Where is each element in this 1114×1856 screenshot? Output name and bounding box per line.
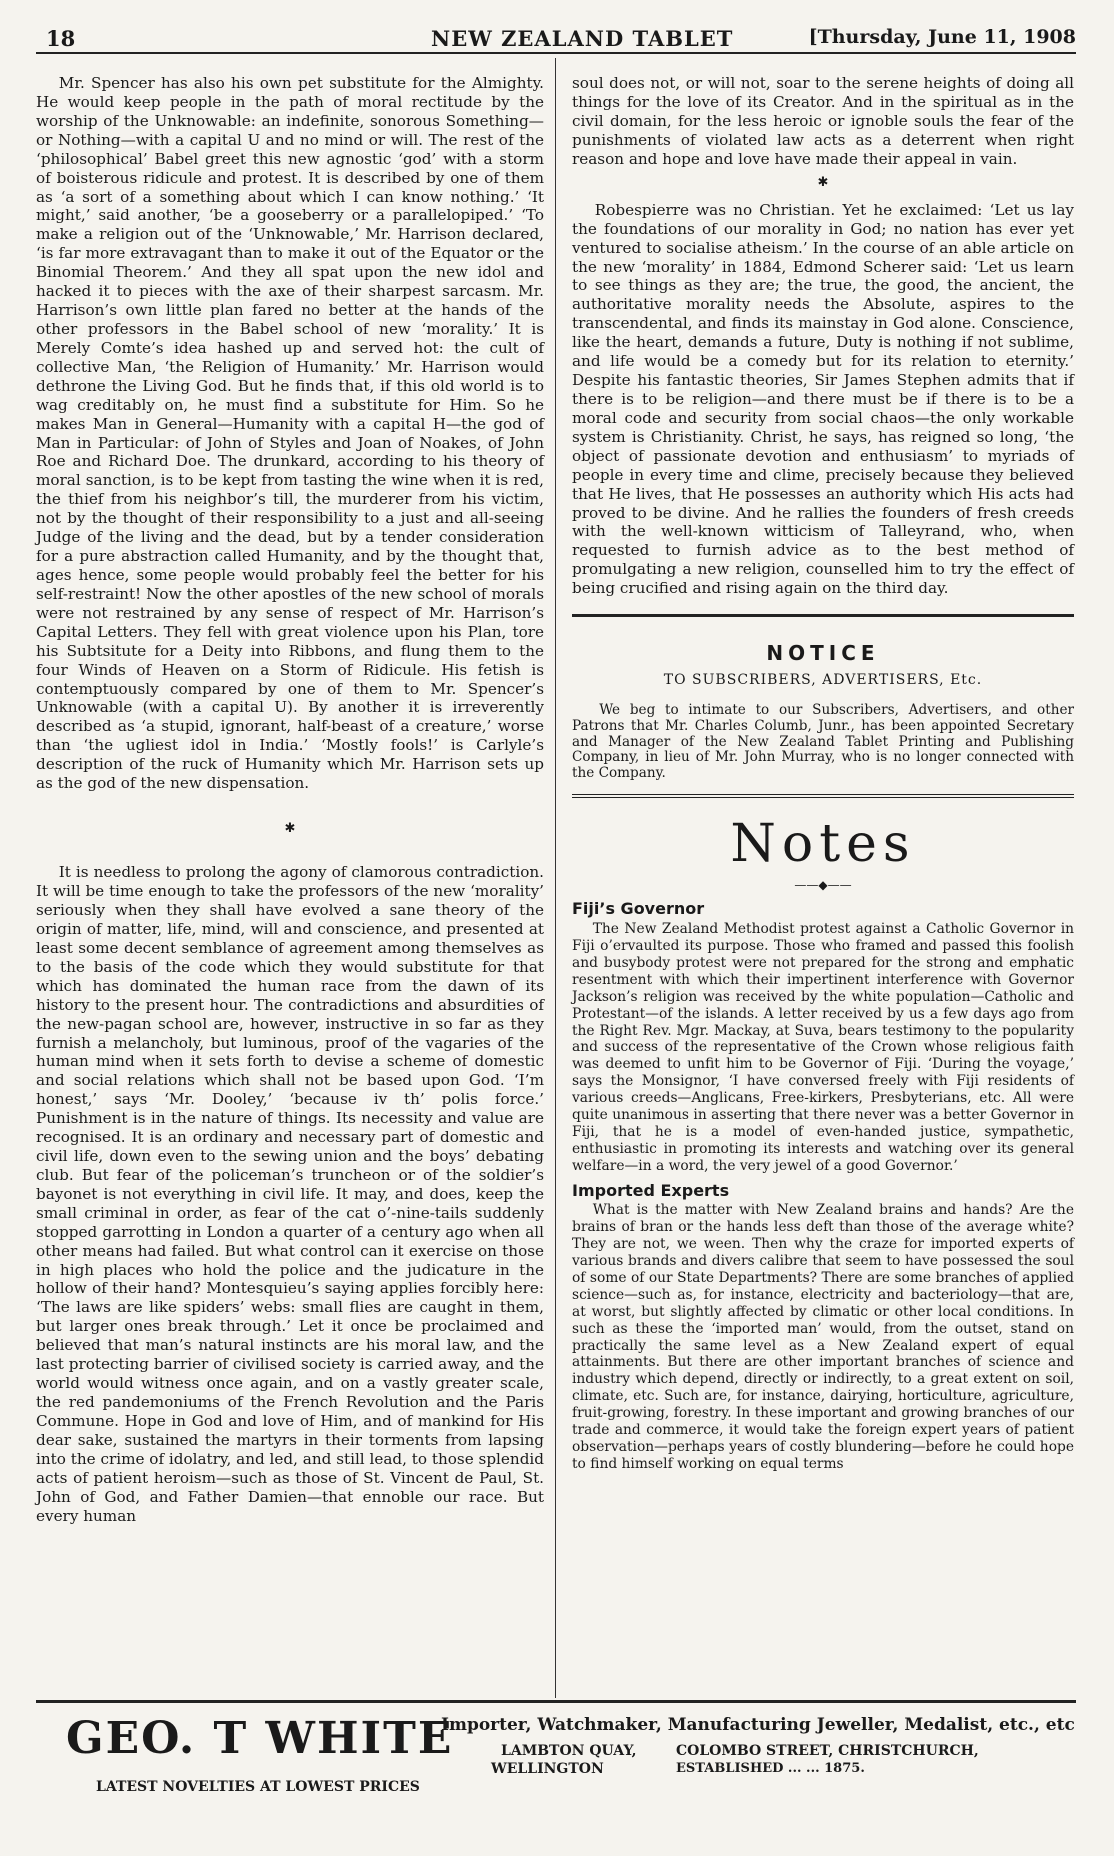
address-wellington-city: WELLINGTON [491,1761,604,1777]
page-header [36,24,1076,54]
notice-rule-top [572,614,1074,617]
page-number: 18 [46,26,76,51]
issue-date: [Thursday, June 11, 1908 [808,26,1076,48]
ornament-icon: ——◆—— [794,878,852,893]
article-paragraph: Mr. Spencer has also his own pet substitute for the Almighty. He would keep people in the path of moral rectitude by the worship of the Unknowable: an indefinite, sonorous Something—or Nothing—with a capital U and no mind or will. The rest of the ‘philosophical’ Babel greet this new agnostic ‘god’ with a storm of boisterous ridicule and protest. It is described by one of them as ‘a sort of a something about which I can know nothing.’ ‘It might,’ said another, ‘be a gooseberry or a parallelopiped.’ ‘To make a religion out of the ‘Unknowable,’ Mr. Harrison declared, ‘is far more extravagant than to make it out of the Equator or the Binomial Theorem.’ And they all spat upon the new idol and hacked it to pieces with the axe of their sharpest sarcasm. Mr. Harrison’s own little plan fared no better at the hands of the other professors in the Babel school of new ‘morality.’ It is Merely Comte’s idea hashed up and served hot: the cult of collective Man, ‘the Religion of Humanity.’ Mr. Harrison would dethrone the Living God. But he finds that, if this old world is to wag creditably on, he must find a substitute for Him. So he makes Man in General—Humanity with a capital H—the god of Man in Particular: of John of Styles and Joan of Noakes, of John Roe and Richard Doe. The drunkard, according to his theory of moral sanction, is to be kept from tasting the wine when it is red, the thief from his neighbor’s till, the murderer from his victim, not by the thought of their responsibility to a just and all-seeing Judge of the living and the dead, but by a tender consideration for a pure abstraction called Humanity, and by the thought that, ages hence, some people would probably feel the better for his self-restraint! Now the other apostles of the new school of morals were not restrained by any sense of respect of Mr. Harrison’s Capital Letters. They fell with great violence upon his Plan, tore his Subtsitute for a Deity into Ribbons, and flung them to the four Winds of Heaven on a Storm of Ridicule. His fetish is contemptuously compared by one of them to Mr. Spencer’s Unknowable (with a capital U). By another it is irreverently described as ‘a stupid, ignorant, half-beast of a creature,’ worse than ‘the ugliest idol in India.’ ‘Mostly fools!’ is Carlyle’s description of the ruck of Humanity which Mr. Harrison sets up as the god of the new dispensation. [36,74,544,793]
right-column [572,74,1074,1473]
notice-rule-bottom [572,794,1074,798]
section-separator-star: ✱ [817,174,829,190]
notes-heading: Notes [730,813,916,874]
article-paragraph: It is needless to prolong the agony of clamorous contradiction. It will be time enough to take the professors of the new ‘morality’ seriously when they shall have evolved a sane theory of the origin of matter, life, mind, will and conscience, and presented at least some decent semblance of agreement among themselves as to the basis of the code which they would substitute for that which has dominated the human race from the dawn of its history to the present hour. The contradictions and absurdities of the new-pagan school are, however, instructive in so far as they furnish a melancholy, but luminous, proof of the vagaries of the human mind when it sets forth to devise a scheme of domestic and social relations which shall not be based upon God. ‘I’m honest,’ says ‘Mr. Dooley,’ ‘because iv th’ polis force.’ Punishment is in the nature of things. Its necessity and value are recognised. It is an ordinary and necessary part of domestic and civil life, down even to the sewing union and the boys’ debating club. But fear of the policeman’s truncheon or of the soldier’s bayonet is not everything in civil life. It may, and does, keep the small criminal in order, as fear of the cat o’-nine-tails suddenly stopped garrotting in London a quarter of a century ago when all other means had failed. But what control can it exercise on those in high places who hold the police and the judicature in the hollow of their hand? Montesquieu’s saying applies forcibly here: ‘The laws are like spiders’ webs: small flies are caught in them, but larger ones break through.’ Let it once be proclaimed and believed that man’s natural instincts are his moral law, and the last protecting barrier of civilised society is carried away, and the world would witness once again, and on a vastly greater scale, the red pandemoniums of the French Revolution and the Paris Commune. Hope in God and love of Him, and of mankind for His dear sake, sustained the martyrs in their torments from lapsing into the crime of idolatry, and led, and still lead, to those splendid acts of patient heroism—such as those of St. Vincent de Paul, St. John of God, and Father Damien—that ennoble our race. But every human [36,863,544,1525]
masthead-title: NEW ZEALAND TABLET [431,26,734,51]
left-column [36,74,544,1525]
column-divider [555,58,556,1698]
notice-body: We beg to intimate to our Subscribers, Advertisers, and other Patrons that Mr. Charles Columb, Junr., has been appointed Secretary and Manager of the New Zealand Tablet Printing and Publishing Company, in lieu of Mr. John Murray, who is no longer connected with the Company. [572,702,1074,781]
note-paragraph: The New Zealand Methodist protest against a Catholic Governor in Fiji o’ervaulted its purpose. Those who framed and passed this foolish and busybody protest were not prepared for the strong and emphatic resentment with which their impertinent interference with Governor Jackson’s religion was received by the white population—Catholic and Protestant—of the islands. A letter received by us a few days ago from the Right Rev. Mgr. Mackay, at Suva, bears testimony to the popularity and success of the representative of the Crown whose religious faith was deemed to unfit him to be Governor of Fiji. ‘During the voyage,’ says the Monsignor, ‘I have conversed freely with Fiji residents of various creeds—Anglicans, Free-kirkers, Presbyterians, etc. All were quite unanimous in asserting that there never was a better Governor in Fiji, that he is a model of even-handed justice, sympathetic, enthusiastic in promoting its interests and watching over its general welfare—in a word, the very jewel of a good Governor.’ [572,921,1074,1174]
section-separator-star: ✱ [284,821,296,837]
note-paragraph: What is the matter with New Zealand brains and hands? Are the brains of bran or the hands less deft than those of the average white? They are not, we ween. Then why the craze for imported experts of various brands and divers calibre that seem to have possessed the soul of some of our State Departments? There are some branches of applied science—such as, for instance, electricity and bacteriology—that are, at worst, but slightly affected by climatic or other local conditions. In such as these the ‘imported man’ would, from the outset, stand on practically the same level as a New Zealand expert of equal attainments. But there are other important branches of science and industry which depend, directly or indirectly, to a great extent on soil, climate, etc. Such are, for instance, dairying, horticulture, agriculture, fruit-growing, forestry. In these important and growing branches of our trade and commerce, it would take the foreign expert years of patient observation—perhaps years of costly blundering—before he could hope to find himself working on equal terms [572,1202,1074,1472]
section-heading-experts: Imported Experts [572,1180,730,1200]
article-paragraph: soul does not, or will not, soar to the serene heights of doing all things for the love of its Creator. And in the spiritual as in the civil domain, for the less heroic or ignoble souls the fear of the punishments of violated law acts as a deterrent when right reason and hope and love have made their appeal in vain. [572,74,1074,168]
advertiser-description: Importer, Watchmaker, Manufacturing Jeweller, Medalist, etc., etc [441,1715,1075,1735]
section-heading-fiji: Fiji’s Governor [572,899,705,919]
article-paragraph: Robespierre was no Christian. Yet he exclaimed: ‘Let us lay the foundations of our morality in God; no nation has ever yet ventured to socialise atheism.’ In the course of an able article on the new ‘morality’ in 1884, Edmond Scherer said: ‘Let us learn to see things as they are; the true, the good, the ancient, the authoritative morality needs the Absolute, aspires to the transcendental, and finds its mainstay in God alone. Conscience, like the heart, demands a future, Duty is nothing if not sublime, and life would be a comedy but for its relation to eternity.’ Despite his fantastic theories, Sir James Stephen admits that if there is to be religion—and there must be if there is to be a moral code and security from social chaos—the only workable system is Christianity. Christ, he says, has reigned so long, ‘the object of passionate devotion and enthusiasm’ to myriads of people in every time and clime, precisely because they believed that He lives, that He possesses an authority which His acts had proved to be divine. And he rallies the founders of fresh creeds with the well-known witticism of Talleyrand, who, when requested to furnish advice as to the best method of promulgating a new religion, counselled him to try the effect of being crucified and rising again on the third day. [572,200,1074,598]
established-year: ESTABLISHED ... ... 1875. [676,1761,865,1776]
advertiser-tagline: LATEST NOVELTIES AT LOWEST PRICES [96,1779,420,1795]
notice-subtitle: TO SUBSCRIBERS, ADVERTISERS, Etc. [663,672,983,689]
address-wellington-street: LAMBTON QUAY, [501,1743,637,1759]
address-christchurch: COLOMBO STREET, CHRISTCHURCH, [676,1743,979,1759]
notice-title: NOTICE [766,641,880,666]
advertiser-name: GEO. T WHITE [66,1713,454,1764]
advertisement-footer [36,1700,1076,1843]
